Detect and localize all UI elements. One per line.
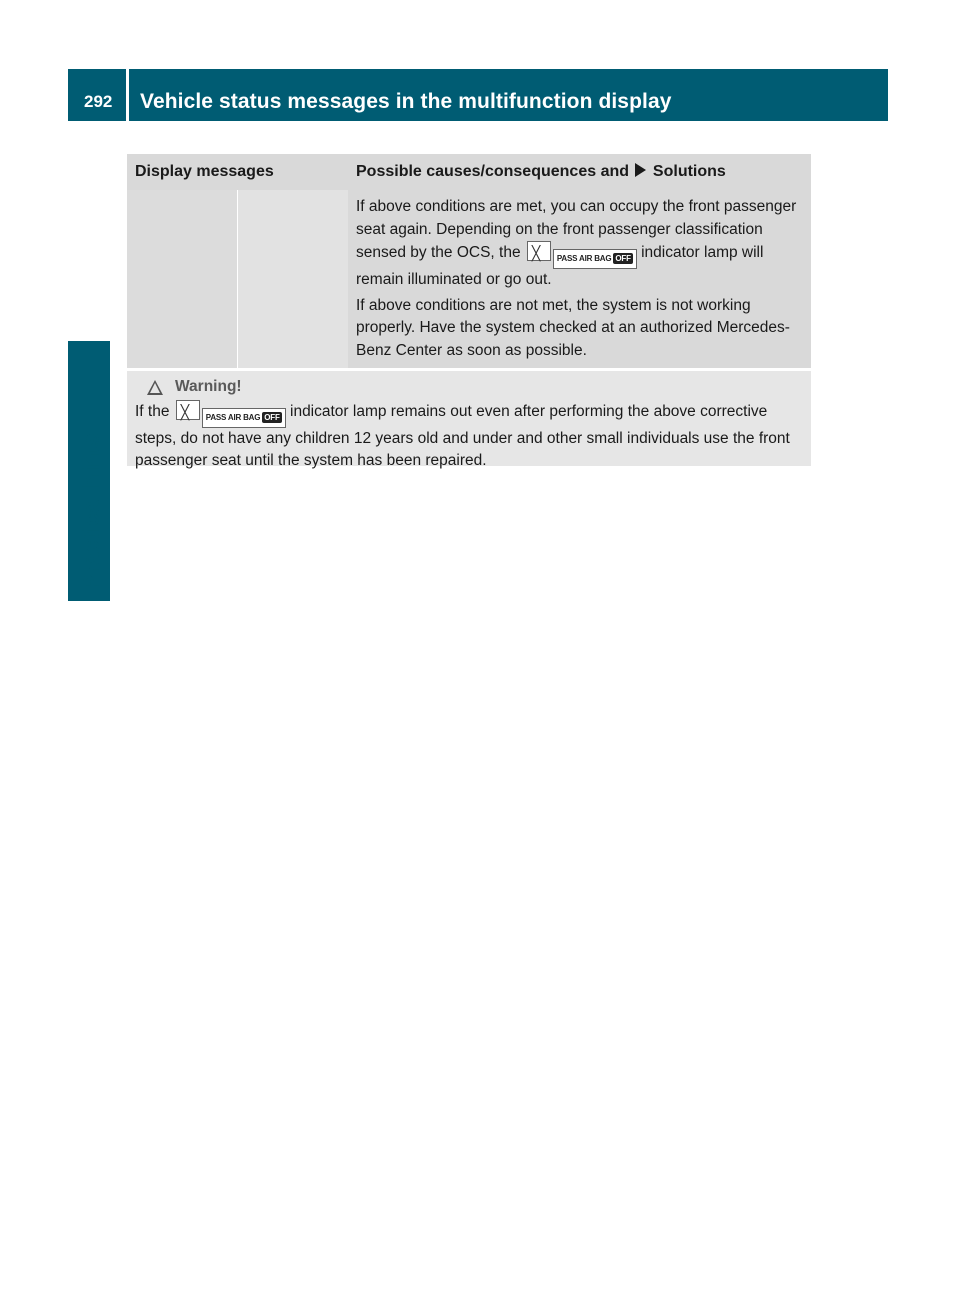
col-solutions-label: Solutions [652, 163, 726, 180]
pab-text: PASS AIR BAG [556, 254, 612, 263]
pass-air-bag-off-icon [553, 249, 637, 269]
page-title: Vehicle status messages in the multifunction display [129, 69, 888, 121]
col-causes-solutions [348, 154, 811, 190]
pab-off-text: OFF [615, 254, 631, 263]
col-display-messages [127, 154, 348, 190]
solution-paragraph-2: If above conditions are not met, the system is not working properly. Have the system checked at an authorized Mercedes-Benz Center as soon as possible. [356, 296, 790, 359]
occupant-seat-icon [527, 241, 551, 261]
table-header-row [127, 154, 811, 190]
cell-display-message [127, 190, 237, 368]
messages-table [127, 154, 811, 368]
section-label: Practical hints [78, 432, 104, 590]
solution-text-1a: If above conditions are met, you can occupy the front passenger seat again. Depending on the front passenger classification sensed by the OCS, the [356, 198, 797, 261]
solution-paragraph-1 [356, 196, 803, 292]
pass-air-bag-off-icon [202, 408, 286, 428]
warning-text-1: If the [135, 402, 170, 420]
occupant-seat-icon [176, 400, 200, 420]
page-header [68, 69, 888, 121]
pab-off-text: OFF [264, 412, 280, 422]
solution-text-1b: indicator lamp will remain illuminated or go out. [356, 244, 764, 288]
warning-triangle-icon [147, 380, 163, 395]
pab-text: PASS AIR BAG [205, 412, 261, 422]
warning-text [135, 400, 803, 473]
col-display-messages-label: Display messages [135, 163, 274, 180]
page-number: 292 [68, 69, 126, 121]
warning-heading [135, 376, 803, 399]
warning-title: Warning! [175, 378, 242, 395]
cell-solution [348, 190, 811, 368]
cell-display-message-sub [237, 190, 348, 368]
warning-box [127, 371, 811, 469]
arrow-right-icon [635, 163, 646, 177]
warning-text-2: indicator lamp remains out even after performing the above corrective steps, do not have any children 12 years old and under and other small individuals use the front passenger seat until the system has been repaired. [135, 402, 790, 469]
col-causes-label: Possible causes/consequences and [356, 163, 630, 180]
table-row [127, 190, 811, 368]
